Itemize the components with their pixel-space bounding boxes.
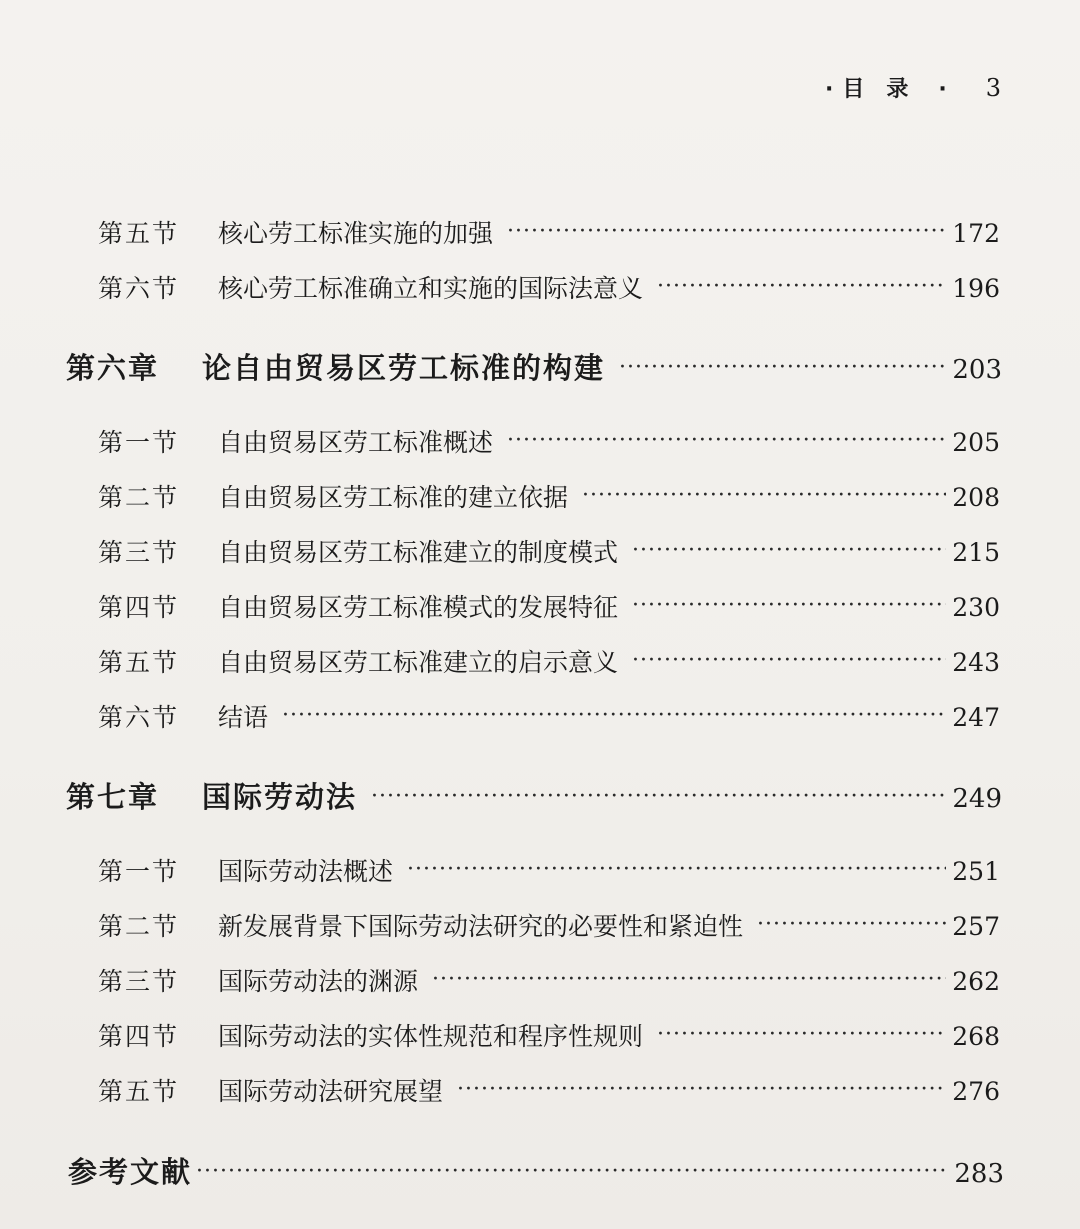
toc-row-section[interactable] xyxy=(98,1072,1000,1108)
section-number: 第四节 xyxy=(98,593,180,622)
dot-leader xyxy=(457,1077,946,1102)
page-ref: 249 xyxy=(952,784,1002,814)
toc-row-section[interactable] xyxy=(98,533,1000,569)
toc-row-section[interactable] xyxy=(98,214,1000,250)
section-number: 第六节 xyxy=(98,274,180,303)
toc-row-chapter[interactable] xyxy=(66,346,1002,387)
running-header xyxy=(817,72,1002,103)
section-number: 第五节 xyxy=(98,1077,180,1106)
section-number: 第三节 xyxy=(98,538,180,567)
page-ref: 268 xyxy=(952,1022,1000,1051)
page-ref: 172 xyxy=(952,219,1000,248)
section-title: 国际劳动法的实体性规范和程序性规则 xyxy=(218,1022,644,1051)
dot-leader xyxy=(432,967,946,992)
dot-leader xyxy=(632,538,946,563)
dot-leader xyxy=(507,428,946,453)
toc-row-references[interactable] xyxy=(68,1150,1004,1191)
toc-row-section[interactable] xyxy=(98,423,1000,459)
section-title: 国际劳动法概述 xyxy=(218,857,394,886)
page-ref: 205 xyxy=(952,428,1000,457)
page-ref: 203 xyxy=(952,355,1002,385)
section-title: 自由贸易区劳工标准建立的启示意义 xyxy=(218,648,619,677)
chapter-title: 论自由贸易区劳工标准的构建 xyxy=(202,351,606,385)
section-title: 核心劳工标准确立和实施的国际法意义 xyxy=(218,274,644,303)
section-title: 核心劳工标准实施的加强 xyxy=(218,219,494,248)
dot-leader xyxy=(407,857,946,882)
toc-row-section[interactable] xyxy=(98,852,1000,888)
toc-row-section[interactable] xyxy=(98,962,1000,998)
section-title: 自由贸易区劳工标准的建立依据 xyxy=(218,483,569,512)
header-dot-right: · xyxy=(938,77,948,102)
chapter-number: 第六章 xyxy=(66,351,160,385)
section-number: 第三节 xyxy=(98,967,180,996)
toc-row-section[interactable] xyxy=(98,588,1000,624)
toc-row-section[interactable] xyxy=(98,698,1000,734)
dot-leader xyxy=(632,593,946,618)
page-ref: 276 xyxy=(952,1077,1000,1106)
page-ref: 196 xyxy=(952,274,1000,303)
header-dot-left: · xyxy=(824,77,835,102)
section-title: 自由贸易区劳工标准模式的发展特征 xyxy=(218,593,619,622)
page-ref: 283 xyxy=(954,1159,1004,1189)
toc-row-section[interactable] xyxy=(98,478,1000,514)
dot-leader xyxy=(282,703,946,728)
toc-row-section[interactable] xyxy=(98,643,1000,679)
dot-leader xyxy=(582,483,946,508)
section-title: 国际劳动法研究展望 xyxy=(218,1077,444,1106)
section-number: 第二节 xyxy=(98,912,180,941)
dot-leader xyxy=(657,1022,946,1047)
section-number: 第二节 xyxy=(98,483,180,512)
section-title: 国际劳动法的渊源 xyxy=(218,967,419,996)
toc-row-section[interactable] xyxy=(98,1017,1000,1053)
dot-leader xyxy=(507,219,946,244)
section-number: 第一节 xyxy=(98,428,180,457)
dot-leader xyxy=(196,1159,948,1184)
section-title: 自由贸易区劳工标准建立的制度模式 xyxy=(218,538,619,567)
chapter-number: 第七章 xyxy=(66,780,160,814)
section-title: 新发展背景下国际劳动法研究的必要性和紧迫性 xyxy=(218,912,744,941)
header-page-number: 3 xyxy=(985,74,1002,102)
page-ref: 208 xyxy=(952,483,1000,512)
section-number: 第五节 xyxy=(98,219,180,248)
toc-row-section[interactable] xyxy=(98,269,1000,305)
section-number: 第五节 xyxy=(98,648,180,677)
toc-row-chapter[interactable] xyxy=(66,775,1002,816)
dot-leader xyxy=(657,274,946,299)
dot-leader xyxy=(619,355,946,380)
page-ref: 215 xyxy=(952,538,1000,567)
references-title: 参考文献 xyxy=(68,1155,193,1189)
page-ref: 262 xyxy=(952,967,1000,996)
dot-leader xyxy=(632,648,946,673)
page-ref: 247 xyxy=(952,703,1000,732)
page-ref: 257 xyxy=(952,912,1000,941)
dot-leader xyxy=(757,912,946,937)
page-ref: 251 xyxy=(952,857,1000,886)
chapter-title: 国际劳动法 xyxy=(202,780,358,814)
section-number: 第一节 xyxy=(98,857,180,886)
page-ref: 243 xyxy=(952,648,1000,677)
section-number: 第四节 xyxy=(98,1022,180,1051)
section-title: 自由贸易区劳工标准概述 xyxy=(218,428,494,457)
section-title: 结语 xyxy=(218,703,269,732)
dot-leader xyxy=(371,784,946,809)
header-title: 目录 xyxy=(842,77,931,102)
page-ref: 230 xyxy=(952,593,1000,622)
section-number: 第六节 xyxy=(98,703,180,732)
toc-row-section[interactable] xyxy=(98,907,1000,943)
